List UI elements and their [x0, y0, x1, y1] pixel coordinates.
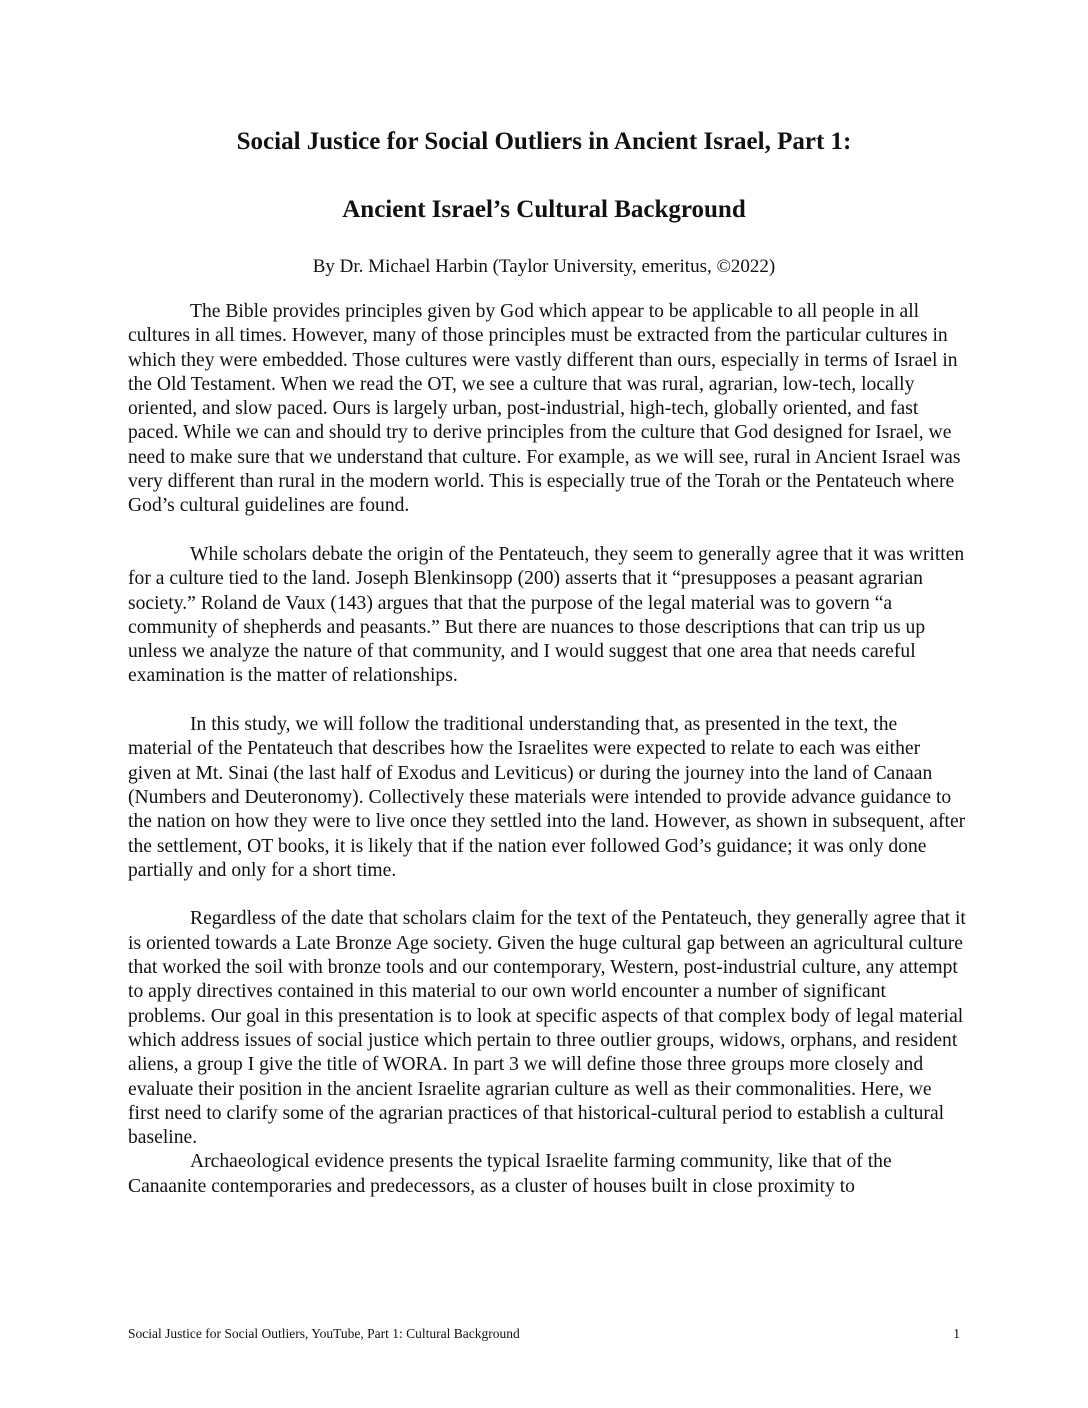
paragraph: Archaeological evidence presents the typical Israelite farming community, like that of the Canaanite contemporaries and predecessors, as a cluster of houses built in close proximity to — [128, 1151, 892, 1197]
page-footer: Social Justice for Social Outliers, YouTube, Part 1: Cultural Background — [128, 1326, 520, 1341]
document-subtitle: Ancient Israel’s Cultural Background — [342, 196, 746, 223]
document-body — [128, 300, 966, 1199]
paragraph: Regardless of the date that scholars claim for the text of the Pentateuch, they generally agree that it is oriented towards a Late Bronze Age society. Given the huge cultural gap between an agricultural culture that worked the soil with bronze tools and our contemporary, Western, post-industrial culture, any attempt to apply directives contained in this material to our own world encounter a number of significant problems. Our goal in this presentation is to look at specific aspects of that complex body of legal material which address issues of social justice which pertain to three outlier groups, widows, orphans, and resident aliens, a group I give the title of WORA. In part 3 we will define those three groups more closely and evaluate their position in the ancient Israelite agrarian culture as well as their commonalities. Here, we first need to clarify some of the agrarian practices of that historical-cultural period to establish a cultural baseline. — [128, 908, 966, 1149]
page-number: 1 — [953, 1326, 960, 1341]
document-title: Social Justice for Social Outliers in Ancient Israel, Part 1: — [236, 128, 852, 155]
author-byline: By Dr. Michael Harbin (Taylor University, emeritus, ©2022) — [312, 256, 776, 277]
paragraph: While scholars debate the origin of the Pentateuch, they seem to generally agree that it was written for a culture tied to the land. Joseph Blenkinsopp (200) asserts that it “presupposes a peasant agrarian society.” Roland de Vaux (143) argues that that the purpose of the legal material was to govern “a community of shepherds and peasants.” But there are nuances to those descriptions that can trip us up unless we analyze the nature of that community, and I would suggest that one area that needs careful examination is the matter of relationships. — [128, 543, 965, 687]
paragraph: The Bible provides principles given by God which appear to be applicable to all people in all cultures in all times. However, many of those principles must be extracted from the particular cultures in which they were embedded. Those cultures were vastly different than ours, especially in terms of Israel in the Old Testament. When we read the OT, we see a culture that was rural, agrarian, low-tech, locally oriented, and slow paced. Ours is largely urban, post-industrial, high-tech, globally oriented, and fast paced. While we can and should try to derive principles from the culture that God designed for Israel, we need to make sure that we understand that culture. For example, as we will see, rural in Ancient Israel was very different than rural in the modern world. This is especially true of the Torah or the Pentateuch where God’s cultural guidelines are found. — [128, 301, 961, 517]
paragraph: In this study, we will follow the traditional understanding that, as presented in the text, the material of the Pentateuch that describes how the Israelites were expected to relate to each was either given at Mt. Sinai (the last half of Exodus and Leviticus) or during the journey into the land of Canaan (Numbers and Deuteronomy). Collectively these materials were intended to provide advance guidance to the nation on how they were to live once they settled into the land. However, as shown in subsequent, after the settlement, OT books, it is likely that if the nation ever followed God’s guidance; it was only done partially and only for a short time. — [128, 714, 966, 881]
